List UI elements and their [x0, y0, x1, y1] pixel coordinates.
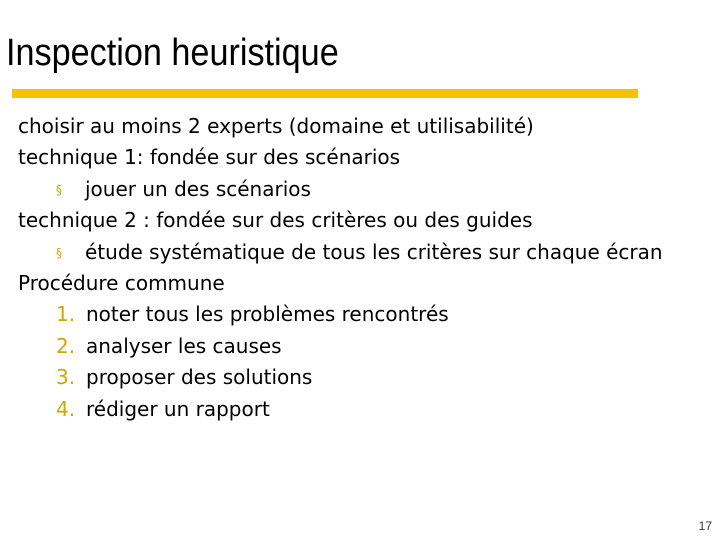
body-line-procedure: Procédure commune [18, 270, 225, 295]
title-underline-bar [12, 89, 638, 98]
sub-bullet-criteres [18, 237, 708, 268]
sub-bullet-text: étude systématique de tous les critères sur chaque écran [85, 239, 663, 264]
sub-bullet-text: jouer un des scénarios [85, 176, 311, 201]
item-text: analyser les causes [86, 333, 282, 358]
sub-bullet-scenarios [18, 174, 708, 205]
page-number: 17 [698, 519, 712, 533]
item-number: 2. [56, 333, 76, 358]
slide-body [18, 111, 708, 425]
item-text: rédiger un rapport [86, 396, 270, 421]
body-line-experts: choisir au moins 2 experts (domaine et utilisabilité) [18, 114, 534, 138]
numbered-item-3 [18, 362, 708, 393]
square-bullet-icon: § [56, 182, 62, 197]
body-line-technique-1: technique 1: fondée sur des scénarios [18, 145, 401, 170]
item-number: 4. [56, 396, 76, 421]
item-text: proposer des solutions [86, 365, 313, 390]
square-bullet-icon: § [56, 245, 62, 260]
item-number: 1. [56, 302, 76, 327]
item-text: noter tous les problèmes rencontrés [86, 302, 449, 327]
numbered-item-4 [18, 394, 708, 425]
numbered-item-2 [18, 331, 708, 362]
slide-title: Inspection heuristique [6, 32, 339, 74]
body-line-technique-2: technique 2 : fondée sur des critères ou des guides [18, 208, 533, 233]
item-number: 3. [56, 365, 76, 390]
numbered-item-1 [18, 299, 708, 330]
